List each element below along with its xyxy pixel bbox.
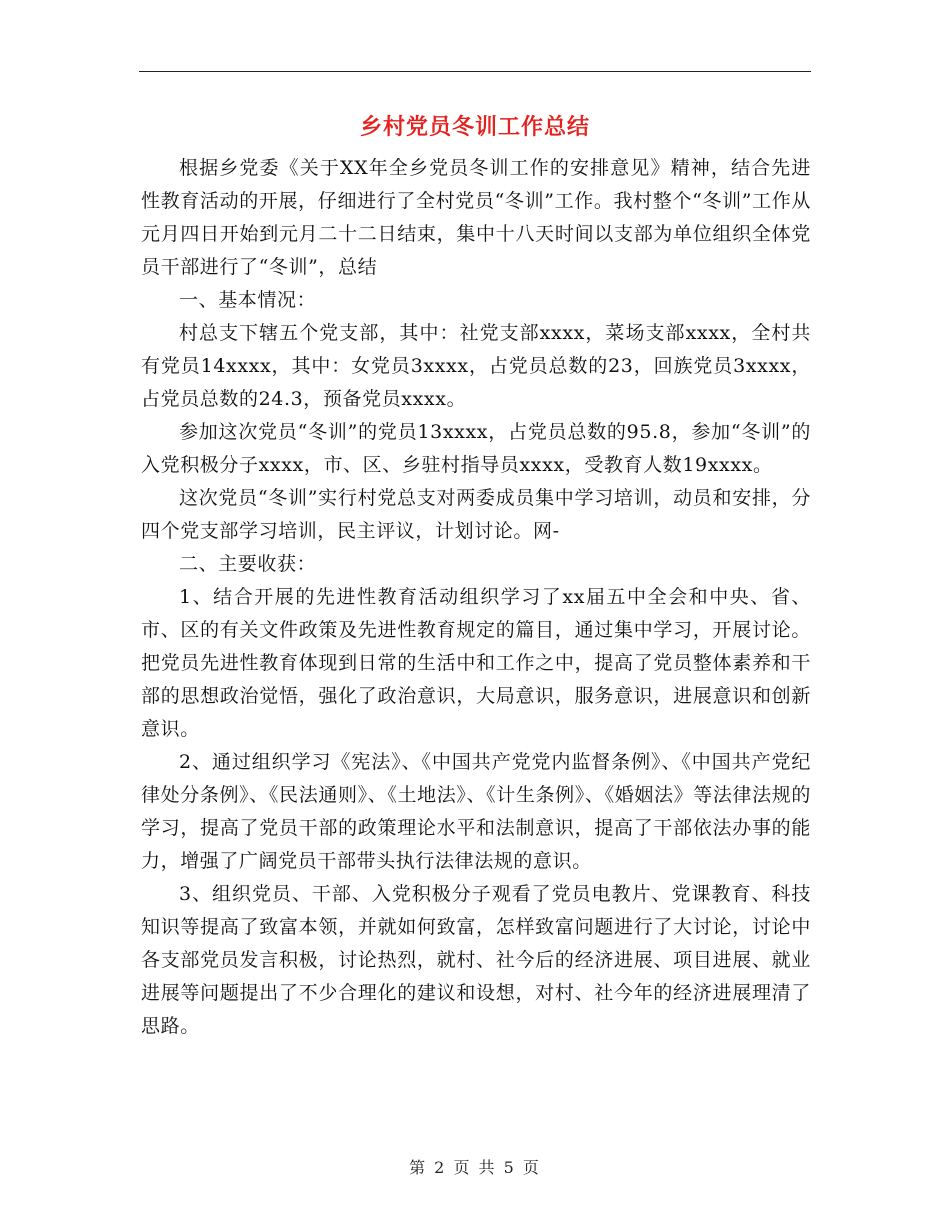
document-title: 乡村党员冬训工作总结 [359,115,590,140]
document-body [141,152,811,1043]
paragraph-basic-3: 这次党员“冬训”实行村党总支对两委成员集中学习培训，动员和安排，分四个党支部学习培训，民主评议，计划讨论。网- [141,487,811,542]
paragraph-gain-1: 1、结合开展的先进性教育活动组织学习了xx届五中全会和中央、省、市、区的有关文件政策及先进性教育规定的篇目，通过集中学习，开展讨论。把党员先进性教育体现到日常的生活中和工作之中，提高了党员整体素养和干部的思想政治觉悟，强化了政治意识，大局意识，服务意识，进展意识和创新意识。 [141,586,811,740]
section-heading-gains: 二、主要收获： [179,553,317,575]
paragraph-basic-2: 参加这次党员“冬训”的党员13xxxx，占党员总数的95.8，参加“冬训”的入党积极分子xxxx，市、区、乡驻村指导员xxxx，受教育人数19xxxx。 [141,421,811,476]
page-footer: 第 2 页 共 5 页 [409,1158,541,1177]
header-rule [139,71,811,72]
section-heading-basic: 一、基本情况： [179,289,317,311]
paragraph-gain-3: 3、组织党员、干部、入党积极分子观看了党员电教片、党课教育、科技知识等提高了致富本领，并就如何致富，怎样致富问题进行了大讨论，讨论中各支部党员发言积极，讨论热烈，就村、社今后的经济进展、项目进展、就业进展等问题提出了不少合理化的建议和设想，对村、社今年的经济进展理清了思路。 [141,883,811,1037]
paragraph-gain-2: 2、通过组织学习《宪法》、《中国共产党党内监督条例》、《中国共产党纪律处分条例》、《民法通则》、《土地法》、《计生条例》、《婚姻法》等法律法规的学习，提高了党员干部的政策理论水平和法制意识，提高了干部依法办事的能力，增强了广阔党员干部带头执行法律法规的意识。 [141,751,811,872]
paragraph-intro: 根据乡党委《关于XX年全乡党员冬训工作的安排意见》精神，结合先进性教育活动的开展，仔细进行了全村党员“冬训”工作。我村整个“冬训”工作从元月四日开始到元月二十二日结束，集中十八天时间以支部为单位组织全体党员干部进行了“冬训”，总结 [141,157,811,278]
paragraph-basic-1: 村总支下辖五个党支部，其中：社党支部xxxx，菜场支部xxxx，全村共有党员14xxxx，其中：女党员3xxxx，占党员总数的23，回族党员3xxxx，占党员总数的24.3，预备党员xxxx。 [141,322,811,410]
